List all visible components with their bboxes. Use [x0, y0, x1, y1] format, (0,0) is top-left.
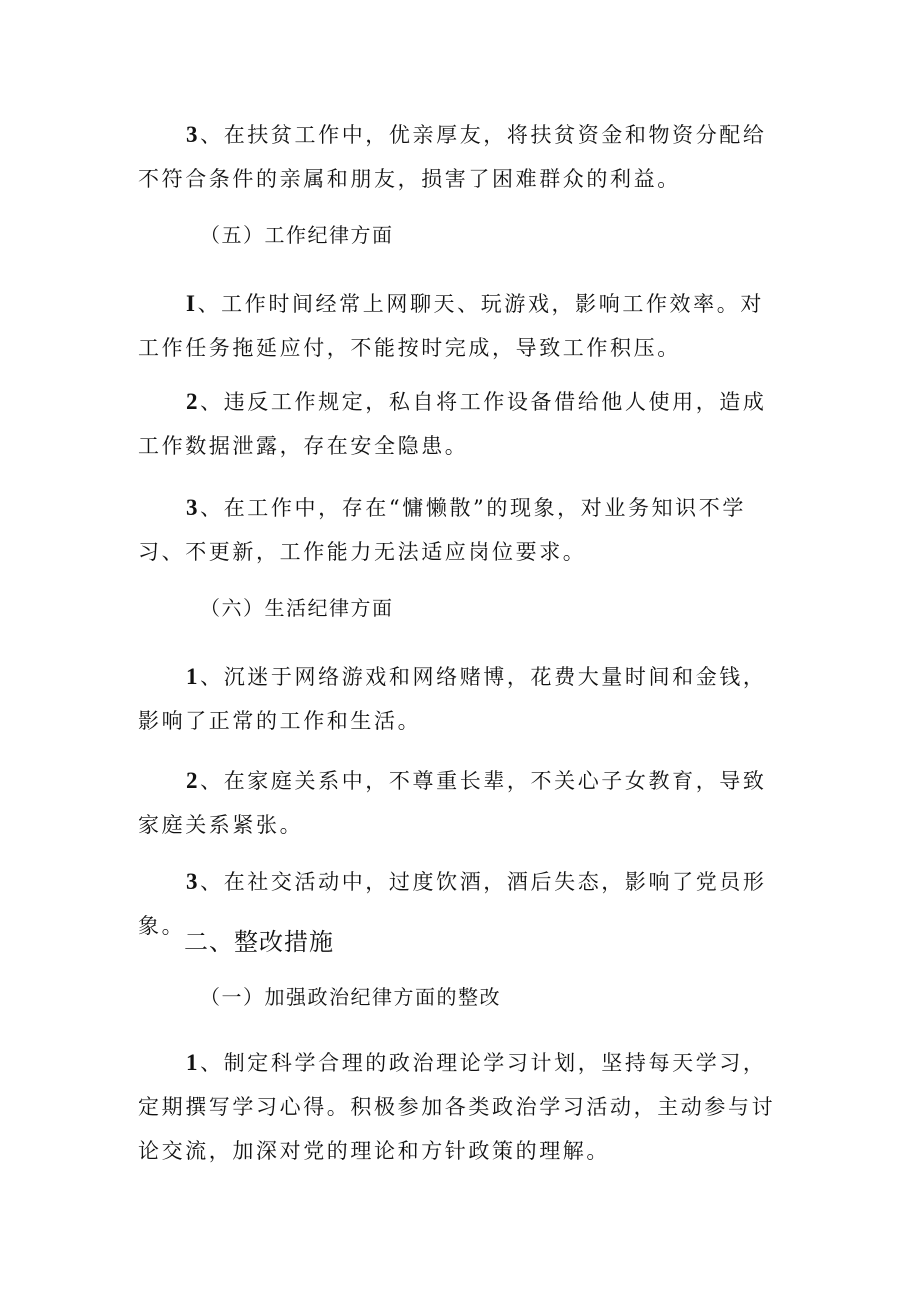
- item-number: 1: [186, 1050, 201, 1075]
- paragraph-work-time: [138, 282, 786, 370]
- item-number: 3: [186, 869, 201, 894]
- paragraph-poverty-relief: [138, 113, 786, 201]
- paragraph-text: 、沉迷于网络游戏和网络赌博，花费大量时间和金钱，影响了正常的工作和生活。: [138, 665, 767, 733]
- paragraph-work-equipment: [138, 380, 786, 468]
- paragraph-gaming: [138, 655, 786, 743]
- item-number: 3: [186, 495, 201, 520]
- subheading-life-discipline: （六）生活纪律方面: [200, 596, 394, 620]
- paragraph-study-plan: [138, 1041, 786, 1173]
- item-number: 2: [186, 389, 201, 414]
- paragraph-text: 、在社交活动中，过度饮酒，酒后失态，影响了党员形象。: [138, 870, 767, 938]
- paragraph-text: 、在家庭关系中，不尊重长辈，不关心子女教育，导致家庭关系紧张。: [138, 769, 767, 837]
- item-number: 1: [186, 664, 201, 689]
- subheading-political-discipline: （一）加强政治纪律方面的整改: [200, 985, 501, 1009]
- paragraph-family: [138, 759, 786, 847]
- item-number: I: [186, 291, 198, 316]
- section-heading: 二、整改措施: [184, 928, 334, 956]
- item-number: 3: [186, 122, 201, 147]
- paragraph-laziness: [138, 486, 786, 574]
- paragraph-text: 、在扶贫工作中，优亲厚友，将扶贫资金和物资分配给不符合条件的亲属和朋友，损害了困难群众的利益。: [138, 123, 767, 191]
- paragraph-text: 、工作时间经常上网聊天、玩游戏，影响工作效率。对工作任务拖延应付，不能按时完成，导致工作积压。: [138, 292, 764, 360]
- paragraph-text: 、在工作中，存在“慵懒散”的现象，对业务知识不学习、不更新，工作能力无法适应岗位要求。: [138, 496, 746, 564]
- paragraph-text: 、制定科学合理的政治理论学习计划，坚持每天学习，定期撰写学习心得。积极参加各类政治学习活动，主动参与讨论交流，加深对党的理论和方针政策的理解。: [138, 1051, 776, 1163]
- item-number: 2: [186, 768, 201, 793]
- paragraph-text: 、违反工作规定，私自将工作设备借给他人使用，造成工作数据泄露，存在安全隐患。: [138, 390, 767, 458]
- subheading-work-discipline: （五）工作纪律方面: [200, 223, 394, 247]
